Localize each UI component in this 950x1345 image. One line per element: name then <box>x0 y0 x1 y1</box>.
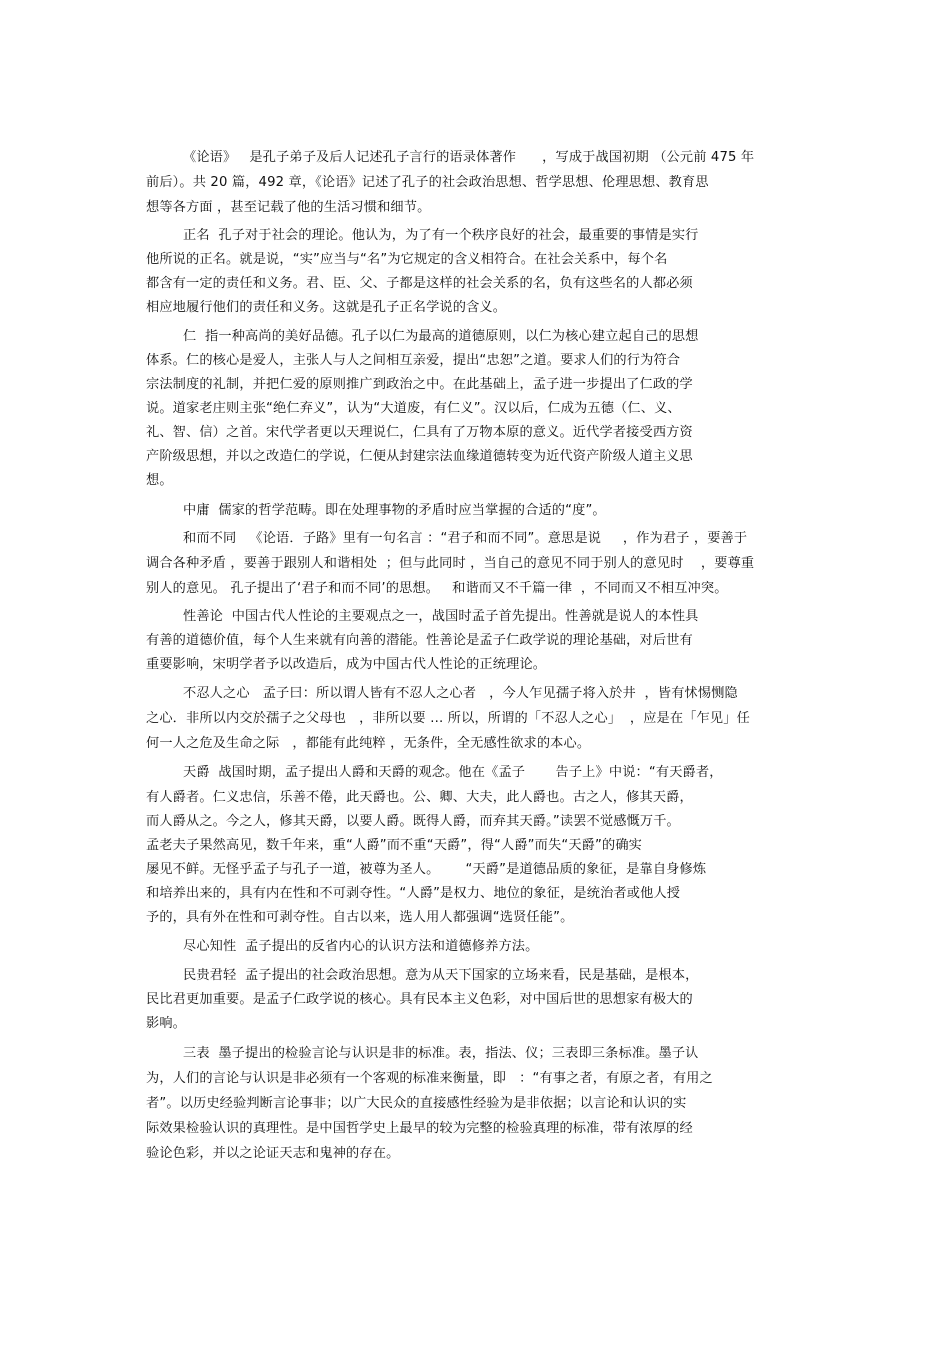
text-line: 中庸 儒家的哲学范畴。即在处理事物的矛盾时应当掌握的合适的“度”。 <box>183 503 606 518</box>
text-line: 调合各种矛盾 ，要善于跟别人和谐相处 ；但与此同时 ，当自己的意见不同于别人的意见时 ，要尊重 <box>146 556 755 571</box>
text-line: 说。道家老庄则主张“绝仁弃义”，认为“大道废，有仁义”。汉以后，仁成为五德（仁、义、 <box>146 401 681 416</box>
text-line: 民贵君轻 孟子提出的社会政治思想。意为从天下国家的立场来看，民是基础，是根本， <box>183 968 699 983</box>
text-line: 他所说的正名。就是说，“实”应当与“名”为它规定的含义相符合。在社会关系中，每个名 <box>146 252 668 267</box>
text-line: 相应地履行他们的责任和义务。这就是孔子正名学说的含义。 <box>146 300 507 315</box>
text-line: 之心．非所以内交於孺子之父母也 ，非所以要 … 所以，所谓的「不忍人之心」 ，应是在「乍见」任 <box>146 711 750 726</box>
text-line: 屡见不鲜。无怪乎孟子与孔子一道，被尊为圣人。 “天爵”是道德品质的象征，是靠自身修炼 <box>146 862 707 877</box>
text-line: 宗法制度的礼制，并把仁爱的原则推广到政治之中。在此基础上，孟子进一步提出了仁政的学 <box>146 377 693 392</box>
text-line: 和培养出来的，具有内在性和不可剥夺性。“人爵”是权力、地位的象征，是统治者或他人授 <box>146 886 681 901</box>
text-line: 想等各方面 ，甚至记载了他的生活习惯和细节。 <box>146 200 431 215</box>
text-line: 有人爵者。仁义忠信，乐善不倦，此天爵也。公、卿、大夫，此人爵也。古之人，修其天爵， <box>146 790 693 805</box>
text-line: 影响。 <box>146 1016 187 1031</box>
text-line: 而人爵从之。今之人，修其天爵，以要人爵。既得人爵，而弃其天爵。”读罢不觉感慨万千。 <box>146 814 680 829</box>
text-line: 想。 <box>146 473 173 488</box>
text-line: 仁 指一种高尚的美好品德。孔子以仁为最高的道德原则，以仁为核心建立起自己的思想 <box>183 329 699 344</box>
text-line: 正名 孔子对于社会的理论。他认为，为了有一个秩序良好的社会，最重要的事情是实行 <box>183 228 699 243</box>
text-line: 民比君更加重要。是孟子仁政学说的核心。具有民本主义色彩，对中国后世的思想家有极大的 <box>146 992 693 1007</box>
text-line: 何一人之危及生命之际 ，都能有此纯粹 ，无条件，全无感性欲求的本心。 <box>146 736 591 751</box>
text-line: 尽心知性 孟子提出的反省内心的认识方法和道德修养方法。 <box>183 939 539 954</box>
text-line: 天爵 战国时期，孟子提出人爵和天爵的观念。他在《孟子 告子上》中说：“有天爵者， <box>183 765 723 780</box>
text-line: 都含有一定的责任和义务。君、臣、父、子都是这样的社会关系的名，负有这些名的人都必须 <box>146 276 693 291</box>
text-line: 重要影响，宋明学者予以改造后，成为中国古代人性论的正统理论。 <box>146 657 547 672</box>
text-line: 前后）。共 20 篇，492 章，《论语》记述了孔子的社会政治思想、哲学思想、伦理思想、教育思 <box>146 175 709 190</box>
text-line: 孟老夫子果然高见，数千年来，重“人爵”而不重“天爵”，得“人爵”而失“天爵”的确实 <box>146 838 642 853</box>
text-line: 不忍人之心 孟子曰：所以谓人皆有不忍人之心者 ，今人乍见孺子将入於井 ，皆有怵惕恻隐 <box>183 686 738 701</box>
text-line: 别人的意见。 孔子提出了‘君子和而不同’的思想。 和谐而又不千篇一律 ，不同而又不相互冲突。 <box>146 581 728 596</box>
text-line: 有善的道德价值，每个人生来就有向善的潜能。性善论是孟子仁政学说的理论基础，对后世有 <box>146 633 693 648</box>
text-line: 礼、智、信）之首。宋代学者更以天理说仁，仁具有了万物本原的意义。近代学者接受西方资 <box>146 425 693 440</box>
text-line: 体系。仁的核心是爱人，主张人与人之间相互亲爱，提出“忠恕”之道。要求人们的行为符合 <box>146 353 681 368</box>
text-line: 际效果检验认识的真理性。是中国哲学史上最早的较为完整的检验真理的标准，带有浓厚的经 <box>146 1121 693 1136</box>
text-line: 《论语》 是孔子弟子及后人记述孔子言行的语录体著作 ，写成于战国初期 （公元前 475 年 <box>183 150 755 165</box>
text-line: 为，人们的言论与认识是非必须有一个客观的标准来衡量，即 ：“有事之者，有原之者，有用之 <box>146 1071 713 1086</box>
text-line: 三表 墨子提出的检验言论与认识是非的标准。表，指法、仪；三表即三条标准。墨子认 <box>183 1046 699 1061</box>
text-line: 性善论 中国古代人性论的主要观点之一，战国时孟子首先提出。性善就是说人的本性具 <box>183 609 699 624</box>
text-line: 者”。以历史经验判断言论事非；以广大民众的直接感性经验为是非依据；以言论和认识的实 <box>146 1096 687 1111</box>
text-line: 验论色彩，并以之论证天志和鬼神的存在。 <box>146 1146 400 1161</box>
text-line: 产阶级思想，并以之改造仁的学说，仁便从封建宗法血缘道德转变为近代资产阶级人道主义思 <box>146 449 693 464</box>
text-line: 予的，具有外在性和可剥夺性。自古以来，选人用人都强调“选贤任能”。 <box>146 910 574 925</box>
text-line: 和而不同 《论语．子路》里有一句名言 ：“君子和而不同”。意思是说 ，作为君子 ，要善于 <box>183 531 748 546</box>
